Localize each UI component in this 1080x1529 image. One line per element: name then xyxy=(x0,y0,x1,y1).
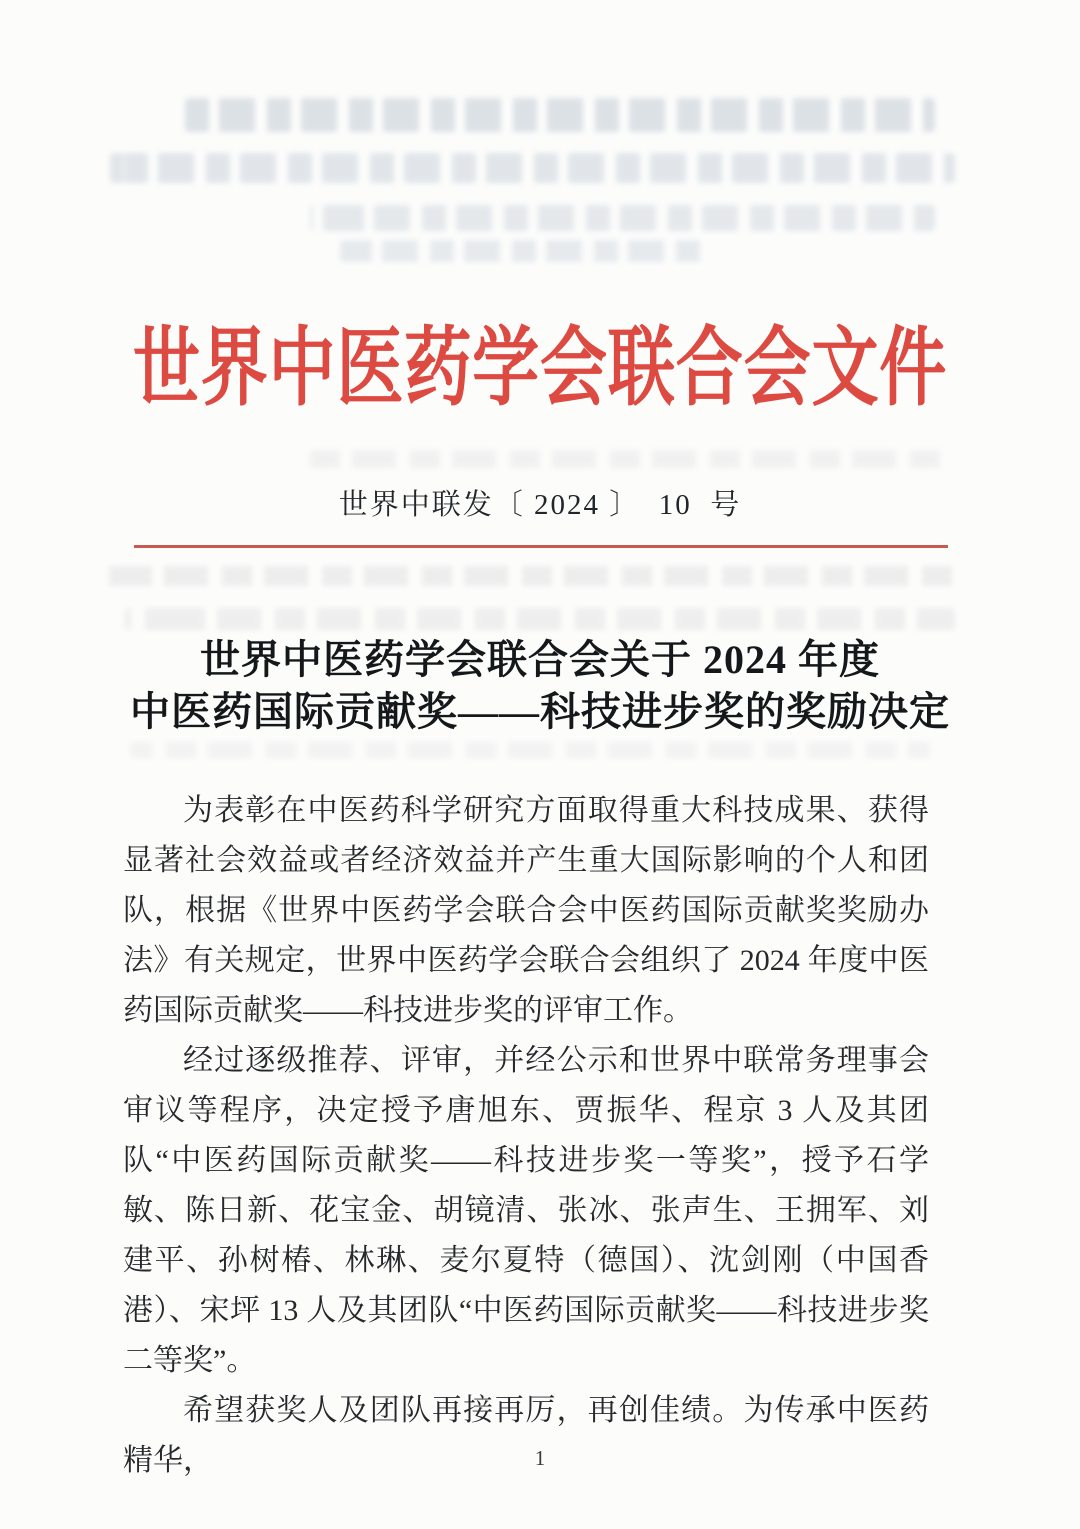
document-number: 世界中联发〔 2024 〕 10 号 xyxy=(338,489,742,521)
bleed-through-text xyxy=(110,153,955,183)
bleed-through-text xyxy=(130,742,930,758)
red-divider-rule xyxy=(134,545,948,548)
body-paragraph: 为表彰在中医药科学研究方面取得重大科技成果、获得显著社会效益或者经济效益并产生重大国际影响的个人和团队，根据《世界中医药学会联合会中医药国际贡献奖奖励办法》有关规定，世界中医药学会联合会组织了 2024 年度中医药国际贡献奖——科技进步奖的评审工作。 xyxy=(123,794,929,1027)
body-paragraph: 经过逐级推荐、评审，并经公示和世界中联常务理事会审议等程序，决定授予唐旭东、贾振华、程京 3 人及其团队“中医药国际贡献奖——科技进步奖一等奖”，授予石学敏、陈日新、花宝金、胡镜清、张冰、张声生、王拥军、刘建平、孙树椿、林琳、麦尔夏特（德国）、沈剑刚（中国香港）、宋坪 13 人及其团队“中医药国际贡献奖——科技进步奖二等奖”。 xyxy=(123,1044,929,1377)
document-title-line-1: 世界中医药学会联合会关于 2024 年度 xyxy=(200,637,880,682)
bleed-through-text xyxy=(310,450,950,468)
bleed-through-text xyxy=(100,566,955,586)
page-number: 1 xyxy=(534,1446,546,1470)
document-title-line-2: 中医药国际贡献奖——科技进步奖的奖励决定 xyxy=(130,689,950,734)
org-document-banner: 世界中医药学会联合会文件 xyxy=(132,320,948,416)
document-title xyxy=(0,634,1080,738)
bleed-through-text xyxy=(340,240,710,262)
bleed-through-text xyxy=(125,608,955,630)
document-body xyxy=(123,786,929,1486)
body-paragraph: 希望获奖人及团队再接再厉，再创佳绩。为传承中医药精华， xyxy=(123,1394,929,1477)
bleed-through-text xyxy=(185,98,935,132)
bleed-through-text xyxy=(310,205,935,231)
